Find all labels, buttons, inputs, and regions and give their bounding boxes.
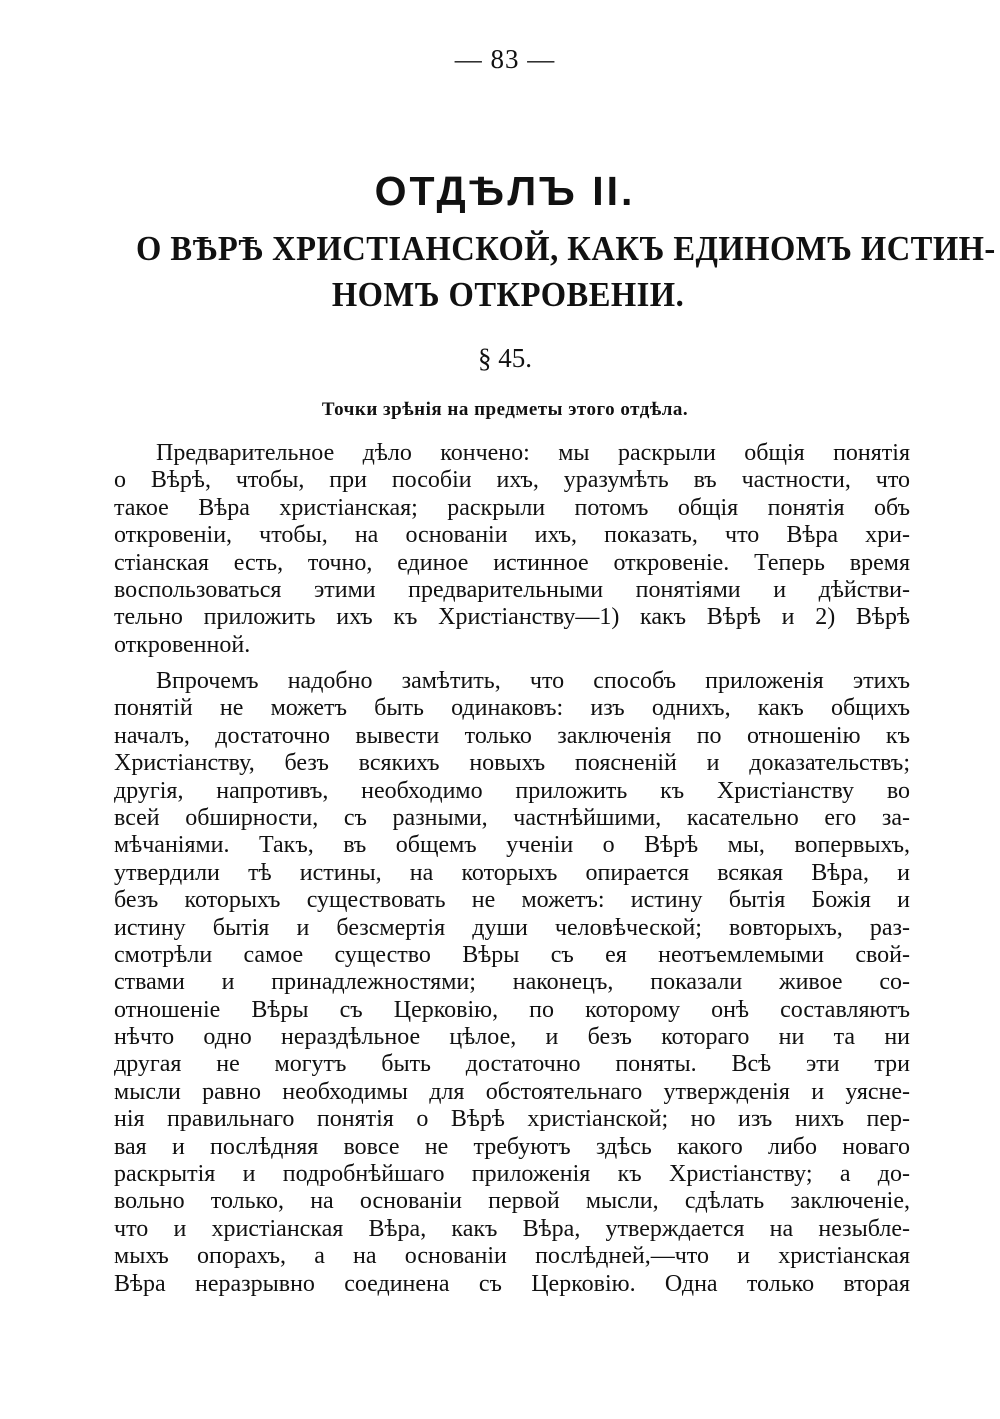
text-line: другая не могутъ быть достаточно поняты. Всѣ эти три	[114, 1051, 910, 1078]
text-line: о Вѣрѣ, чтобы, при пособіи ихъ, уразумѣть въ частности, что	[114, 467, 910, 494]
text-line: безъ которыхъ существовать не можетъ: истину бытія Божія и	[114, 887, 910, 914]
text-line: Христіанству, безъ всякихъ новыхъ поясненій и доказательствъ;	[114, 750, 910, 777]
text-line: что и христіанская Вѣра, какъ Вѣра, утверждается на незыбле-	[114, 1215, 910, 1242]
text-line: Вѣра неразрывно соединена съ Церковію. Одна только вторая	[114, 1270, 910, 1297]
section-subtitle: Точки зрѣнія на предметы этого отдѣла.	[321, 399, 689, 420]
text-line: Предварительное дѣло кончено: мы раскрыли общія понятія	[156, 440, 910, 466]
paragraph-number: § 45.	[478, 343, 532, 373]
chapter-heading-line-2: НОМЪ ОТКРОВЕНІИ.	[331, 275, 685, 314]
text-line: смотрѣли самое существо Вѣры съ ея неотъемлемыми свой-	[114, 941, 910, 968]
section-label: ОТДѢЛЪ II.	[374, 168, 636, 214]
text-line: нѣчто одно нераздѣльное цѣлое, и безъ котораго ни та ни	[114, 1024, 910, 1051]
text-line: мысли равно необходимы для обстоятельнаго утвержденія и уясне-	[114, 1078, 910, 1105]
text-line: мѣчаніями. Такъ, въ общемъ ученіи о Вѣрѣ мы, вопервыхъ,	[114, 832, 910, 859]
text-line: откровеніи, чтобы, на основаніи ихъ, показать, что Вѣра хри-	[114, 522, 910, 549]
text-line: тельно приложить ихъ къ Христіанству—1) какъ Вѣрѣ и 2) Вѣрѣ	[114, 604, 910, 631]
text-line: Впрочемъ надобно замѣтить, что способъ приложенія этихъ	[156, 668, 910, 694]
text-line: раскрытія и подробнѣйшаго приложенія къ Христіанству; а до-	[114, 1161, 910, 1188]
chapter-heading-line-1: О ВѢРѢ ХРИСТІАНСКОЙ, КАКЪ ЕДИНОМЪ ИСТИН-	[136, 229, 996, 268]
text-line: воспользоваться этими предварительными понятіями и дѣйстви-	[114, 576, 910, 603]
page-number: — 83 —	[454, 44, 556, 74]
text-line: откровенной.	[114, 631, 251, 658]
text-line: вая и послѣдняя вовсе не требуютъ здѣсь какого либо новаго	[114, 1133, 910, 1160]
body-paragraph-1	[114, 440, 910, 659]
text-line: нія правильнаго понятія о Вѣрѣ христіанской; но изъ нихъ пер-	[114, 1106, 910, 1133]
text-line: утвердили тѣ истины, на которыхъ опирается всякая Вѣра, и	[114, 859, 910, 886]
text-line: ствами и принадлежностями; наконецъ, показали живое со-	[114, 969, 910, 996]
text-line: мыхъ опорахъ, а на основаніи послѣдней,—что и христіанская	[114, 1243, 910, 1270]
text-line: отношеніе Вѣры съ Церковію, по которому онѣ составляютъ	[114, 996, 910, 1023]
body-paragraph-2	[114, 668, 910, 1298]
text-line: началъ, достаточно вывести только заключенія по отношенію къ	[114, 722, 910, 749]
text-line: всей обширности, съ разными, частнѣйшими, касательно его за-	[114, 804, 910, 831]
text-line: истину бытія и безсмертія души человѣческой; вовторыхъ, раз-	[114, 914, 910, 941]
text-line: вольно только, на основаніи первой мысли, сдѣлать заключеніе,	[114, 1188, 910, 1215]
text-line: другія, напротивъ, необходимо приложить къ Христіанству во	[114, 777, 910, 804]
text-line: понятій не можетъ быть одинаковъ: изъ однихъ, какъ общихъ	[114, 695, 910, 722]
text-line: такое Вѣра христіанская; раскрыли потомъ общія понятія объ	[114, 494, 910, 521]
text-line: стіанская есть, точно, единое истинное откровеніе. Теперь время	[114, 549, 910, 576]
